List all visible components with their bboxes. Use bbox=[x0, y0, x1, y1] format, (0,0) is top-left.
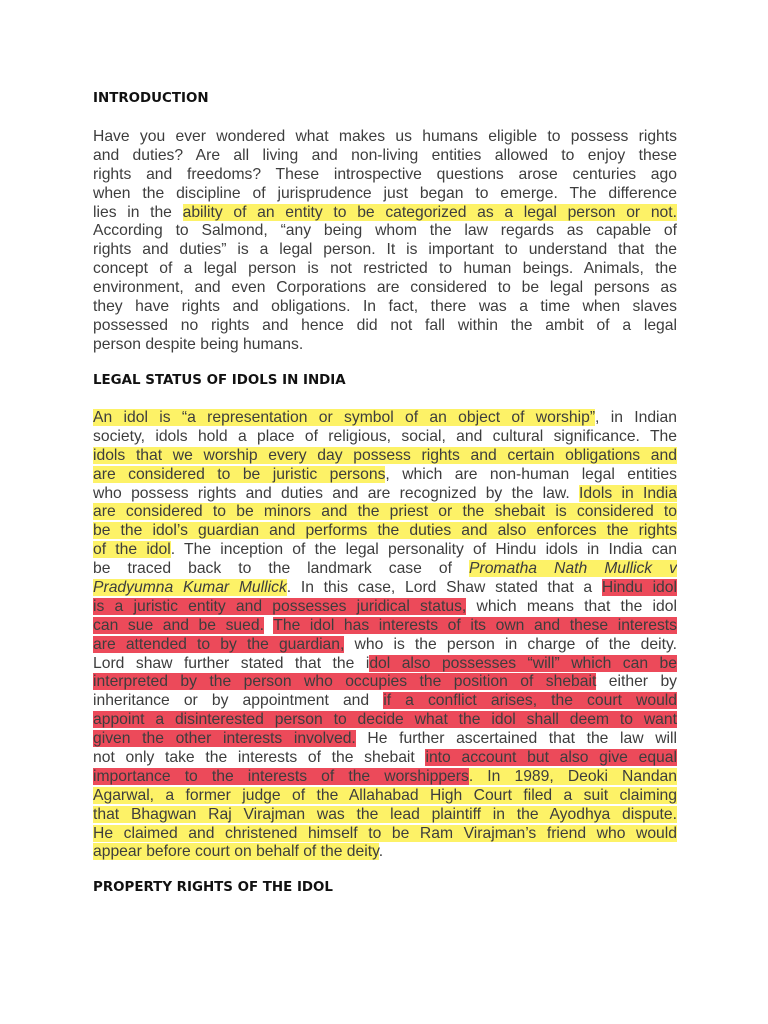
text-segment: . In this case, Lord Shaw stated that a bbox=[286, 579, 602, 597]
text-line bbox=[93, 279, 677, 298]
text-line bbox=[93, 447, 677, 466]
text-segment: He further ascertained that the law will bbox=[355, 730, 677, 748]
text-segment: lies in the bbox=[93, 203, 183, 221]
text-line bbox=[93, 787, 677, 806]
text-segment: who possess rights and duties and are recognized by the law. bbox=[93, 484, 580, 502]
text-segment: . The inception of the legal personality of Hindu idols in India can bbox=[170, 541, 677, 559]
text-line bbox=[93, 598, 677, 617]
text-line bbox=[93, 166, 677, 185]
legal-status-heading: LEGAL STATUS OF IDOLS IN INDIA bbox=[93, 373, 346, 388]
yellow-highlight: Agarwal, a former judge of the Allahabad High Court filed a suit claiming bbox=[93, 786, 677, 804]
yellow-highlight: that Bhagwan Raj Virajman was the lead plaintiff in the Ayodhya dispute. bbox=[93, 805, 677, 823]
text-line bbox=[93, 730, 677, 749]
text-segment: , which are non-human legal entities bbox=[385, 465, 677, 483]
yellow-highlight: . In 1989, Deoki Nandan bbox=[468, 767, 677, 785]
text-line bbox=[93, 655, 677, 674]
text-segment: which means that the idol bbox=[466, 597, 677, 615]
text-segment: be traced back to the landmark case of bbox=[93, 560, 469, 578]
text-segment: society, idols hold a place of religious, social, and cultural significance. The bbox=[93, 427, 677, 445]
text-line bbox=[93, 579, 677, 598]
red-highlight: given the other interests involved. bbox=[93, 730, 356, 748]
text-line bbox=[93, 636, 677, 655]
text-line bbox=[93, 768, 677, 787]
red-highlight: importance to the interests of the worshippers bbox=[93, 767, 469, 785]
yellow-highlight: are considered to be minors and the priest or the shebait is considered to bbox=[93, 503, 677, 521]
text-line bbox=[93, 317, 677, 336]
text-line bbox=[93, 466, 677, 485]
text-line bbox=[93, 428, 677, 447]
text-line bbox=[93, 522, 677, 541]
text-line bbox=[93, 541, 677, 560]
red-highlight: appoint a disinterested person to decide what the idol shall deem to want bbox=[93, 711, 677, 729]
text-line bbox=[93, 692, 677, 711]
text-line bbox=[93, 409, 677, 428]
yellow-highlight: An idol is “a representation or symbol of an object of worship” bbox=[93, 409, 596, 426]
text-line bbox=[93, 749, 677, 768]
text-segment: inheritance or by appointment and bbox=[93, 692, 384, 710]
text-line bbox=[93, 673, 677, 692]
text-segment: possessed no rights and hence did not fall within the ambit of a legal bbox=[93, 316, 677, 334]
text-line bbox=[93, 560, 677, 579]
text-segment: . bbox=[378, 843, 384, 861]
red-highlight: can sue and be sued. bbox=[93, 616, 264, 634]
text-segment: concept of a legal person is not restricted to human beings. Animals, the bbox=[93, 260, 677, 278]
text-segment: who is the person in charge of the deity. bbox=[344, 635, 677, 653]
text-segment: they have rights and obligations. In fact, there was a time when slaves bbox=[93, 298, 677, 316]
text-line bbox=[93, 336, 677, 355]
text-segment: According to Salmond, “any being whom the law regards as capable of bbox=[93, 222, 677, 240]
red-highlight: Hindu idol bbox=[601, 579, 677, 597]
text-segment: rights and freedoms? These introspective questions arose centuries ago bbox=[93, 165, 677, 183]
text-line bbox=[93, 147, 677, 166]
red-highlight: The idol has interests of its own and these interests bbox=[273, 616, 677, 634]
yellow-highlight: Pradyumna Kumar Mullick bbox=[93, 579, 287, 597]
introduction-paragraph bbox=[93, 128, 677, 355]
red-highlight: are attended to by the guardian, bbox=[93, 635, 345, 653]
red-highlight: into account but also give equal bbox=[425, 749, 677, 767]
text-line bbox=[93, 185, 677, 204]
text-line bbox=[93, 617, 677, 636]
text-segment: and duties? Are all living and non-living entities allowed to enjoy these bbox=[93, 146, 677, 164]
text-line bbox=[93, 128, 677, 147]
yellow-highlight: be the idol’s guardian and performs the duties and also enforces the rights bbox=[93, 522, 677, 540]
text-line bbox=[93, 843, 677, 862]
text-line bbox=[93, 806, 677, 825]
text-segment: environment, and even Corporations are considered to be legal persons as bbox=[93, 279, 677, 297]
yellow-highlight: appear before court on behalf of the deity bbox=[93, 843, 379, 861]
text-segment: not only take the interests of the shebait bbox=[93, 749, 426, 767]
property-rights-heading: PROPERTY RIGHTS OF THE IDOL bbox=[93, 880, 333, 895]
text-line bbox=[93, 825, 677, 844]
yellow-highlight: Promatha Nath Mullick v bbox=[469, 560, 677, 578]
yellow-highlight: ability of an entity to be categorized as a legal person or not. bbox=[182, 203, 677, 221]
text-line bbox=[93, 222, 677, 241]
text-line bbox=[93, 204, 677, 223]
text-line bbox=[93, 485, 677, 504]
text-segment: , in Indian bbox=[595, 409, 677, 426]
yellow-highlight: He claimed and christened himself to be Ram Virajman’s friend who would bbox=[93, 824, 677, 842]
red-highlight: is a juristic entity and possesses juridical status, bbox=[93, 597, 467, 615]
yellow-highlight: idols that we worship every day possess rights and certain obligations and bbox=[93, 446, 677, 464]
text-line bbox=[93, 711, 677, 730]
yellow-highlight: are considered to be juristic persons bbox=[93, 465, 386, 483]
text-segment: Lord shaw further stated that the i bbox=[93, 654, 370, 672]
yellow-highlight: Idols in India bbox=[579, 484, 677, 502]
text-segment bbox=[264, 617, 273, 634]
text-line bbox=[93, 503, 677, 522]
text-segment: person despite being humans. bbox=[93, 335, 304, 353]
text-segment: rights and duties” is a legal person. It is important to understand that the bbox=[93, 241, 677, 259]
text-segment: when the discipline of jurisprudence just began to emerge. The difference bbox=[93, 184, 677, 202]
red-highlight: if a conflict arises, the court would bbox=[383, 692, 677, 710]
text-line bbox=[93, 260, 677, 279]
text-line bbox=[93, 298, 677, 317]
introduction-heading: INTRODUCTION bbox=[93, 91, 209, 106]
yellow-highlight: of the idol bbox=[93, 541, 171, 559]
text-segment: Have you ever wondered what makes us humans eligible to possess rights bbox=[93, 128, 677, 145]
text-line bbox=[93, 241, 677, 260]
legal-status-paragraph bbox=[93, 409, 677, 862]
red-highlight: dol also possesses “will” which can be bbox=[369, 654, 677, 672]
text-segment: either by bbox=[596, 673, 677, 691]
red-highlight: interpreted by the person who occupies the position of shebait bbox=[93, 673, 597, 691]
